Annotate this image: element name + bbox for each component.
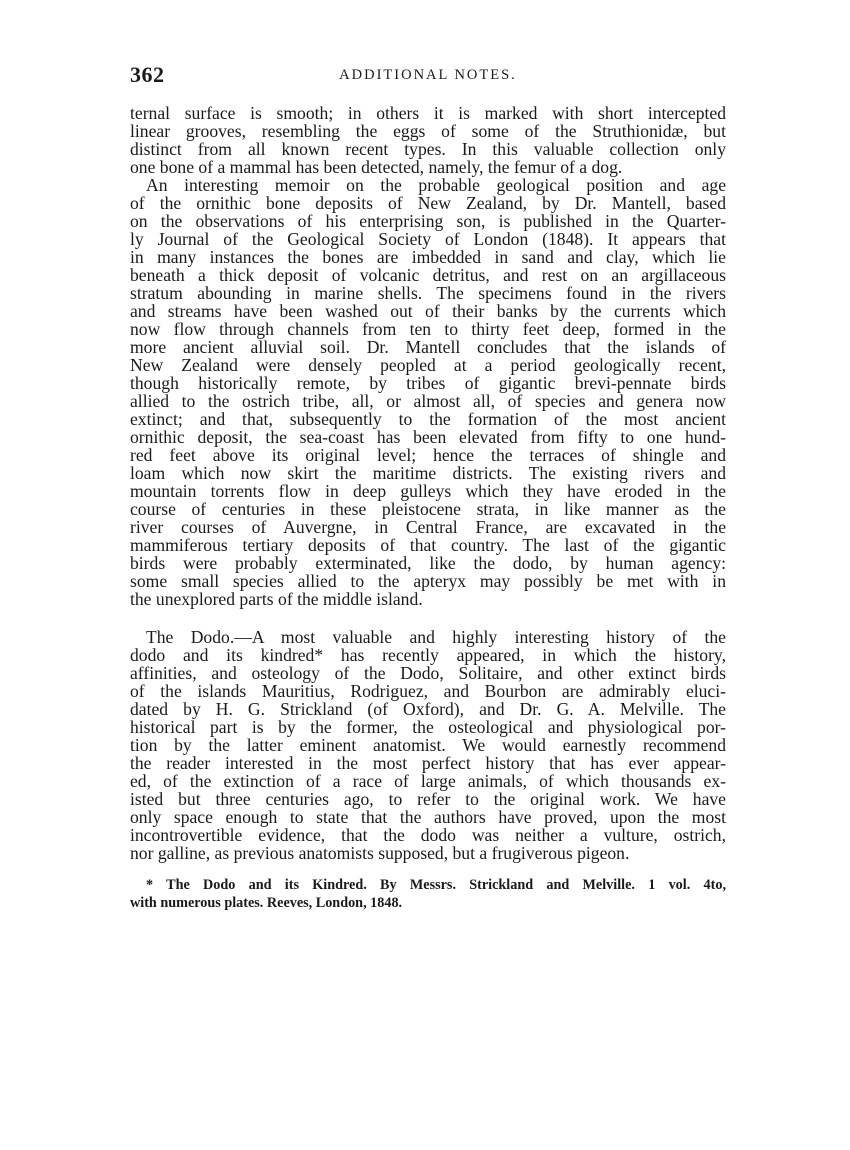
text-line: linear grooves, resembling the eggs of some of the Struthionidæ, but [130, 121, 726, 141]
text-line: the reader interested in the most perfect history that has ever appear- [130, 753, 726, 773]
text-line: affinities, and osteology of the Dodo, Solitaire, and other extinct birds [130, 663, 726, 683]
text-line: allied to the ostrich tribe, all, or almost all, of species and genera now [130, 391, 726, 411]
text-line: course of centuries in these pleistocene strata, in like manner as the [130, 499, 726, 519]
text-line: extinct; and that, subsequently to the formation of the most ancient [130, 409, 726, 429]
text-line: one bone of a mammal has been detected, namely, the femur of a dog. [130, 157, 623, 177]
text-line: dodo and its kindred* has recently appeared, in which the history, [130, 645, 726, 665]
text-line: dated by H. G. Strickland (of Oxford), and Dr. G. A. Melville. The [130, 699, 726, 719]
text-line: loam which now skirt the maritime districts. The existing rivers and [130, 463, 726, 483]
text-line: mountain torrents flow in deep gulleys which they have eroded in the [130, 481, 726, 501]
text-line: mammiferous tertiary deposits of that country. The last of the gigantic [130, 535, 726, 555]
text-line: stratum abounding in marine shells. The specimens found in the rivers [130, 283, 726, 303]
footnote [130, 876, 726, 912]
text-line: New Zealand were densely peopled at a period geologically recent, [130, 355, 726, 375]
text-line: isted but three centuries ago, to refer to the original work. We have [130, 789, 726, 809]
paragraph-dodo [130, 628, 726, 862]
text-line: distinct from all known recent types. In this valuable collection only [130, 139, 726, 159]
text-line: of the islands Mauritius, Rodriguez, and Bourbon are admirably eluci- [130, 681, 726, 701]
book-page [130, 62, 726, 912]
text-line: though historically remote, by tribes of gigantic brevi-pennate birds [130, 373, 726, 393]
text-line: more ancient alluvial soil. Dr. Mantell concludes that the islands of [130, 337, 726, 357]
text-line: ternal surface is smooth; in others it is marked with short intercepted [130, 103, 726, 123]
section-gap [130, 608, 726, 628]
text-line: An interesting memoir on the probable geological position and age [146, 175, 726, 195]
text-line: nor galline, as previous anatomists supposed, but a frugiverous pigeon. [130, 843, 630, 863]
paragraph-new-zealand [130, 176, 726, 608]
footnote-line: with numerous plates. Reeves, London, 1848. [130, 895, 403, 911]
text-line: incontrovertible evidence, that the dodo was neither a vulture, ostrich, [130, 825, 726, 845]
text-line: ly Journal of the Geological Society of London (1848). It appears that [130, 229, 726, 249]
text-line: ed, of the extinction of a race of large animals, of which thousands ex- [130, 771, 726, 791]
page-header [130, 62, 726, 92]
text-line: and streams have been washed out of their banks by the currents which [130, 301, 726, 321]
text-line: in many instances the bones are imbedded in sand and clay, which lie [130, 247, 726, 267]
text-line: The Dodo.—A most valuable and highly interesting history of the [146, 627, 726, 647]
text-line: of the ornithic bone deposits of New Zealand, by Dr. Mantell, based [130, 193, 726, 213]
text-line: on the observations of his enterprising son, is published in the Quarter- [130, 211, 726, 231]
paragraph-continued [130, 104, 726, 176]
text-line: river courses of Auvergne, in Central France, are excavated in the [130, 517, 726, 537]
text-line: red feet above its original level; hence the terraces of shingle and [130, 445, 726, 465]
page-number: 362 [130, 62, 165, 87]
text-line: tion by the latter eminent anatomist. We would earnestly recommend [130, 735, 726, 755]
text-line: ornithic deposit, the sea-coast has been elevated from fifty to one hund- [130, 427, 726, 447]
text-line: beneath a thick deposit of volcanic detritus, and rest on an argillaceous [130, 265, 726, 285]
text-line: birds were probably exterminated, like the dodo, by human agency: [130, 553, 726, 573]
text-line: only space enough to state that the authors have proved, upon the most [130, 807, 726, 827]
text-line: now flow through channels from ten to thirty feet deep, formed in the [130, 319, 726, 339]
running-head: ADDITIONAL NOTES. [339, 67, 517, 83]
footnote-line: * The Dodo and its Kindred. By Messrs. Strickland and Melville. 1 vol. 4to, [146, 877, 726, 893]
text-line: some small species allied to the apteryx may possibly be met with in [130, 571, 726, 591]
text-line: historical part is by the former, the osteological and physiological por- [130, 717, 726, 737]
text-line: the unexplored parts of the middle island. [130, 589, 423, 609]
